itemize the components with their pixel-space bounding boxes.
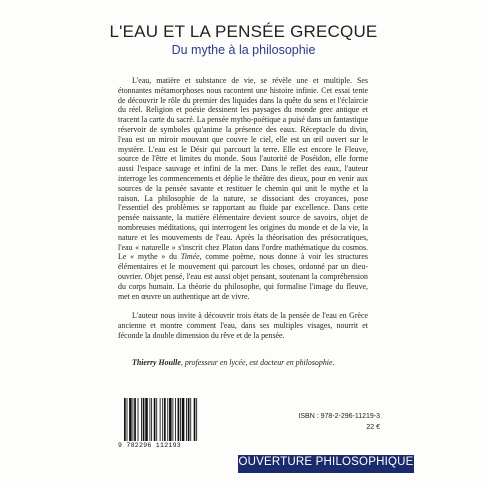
barcode: [122, 398, 222, 444]
price: 22 €: [366, 424, 380, 431]
isbn-block: [270, 411, 380, 433]
author-line: [132, 358, 372, 368]
isbn-number: ISBN : 978-2-296-11219-3: [298, 413, 380, 420]
author-role: , professeur en lycée, est docteur en philosophie.: [180, 358, 335, 367]
summary-paragraph: [118, 76, 368, 301]
summary-part-1: L'eau, matière et substance de vie, se révèle une et multiple. Ses étonnantes métamorphoses nous racontent une histoire infinie. Cet essai tente de découvrir le rôle du premier des liquides dans la quête du sens et l'éclaircie du réel. Religion et poésie dessinent les paysages du monde grec antique et tracent la carte du sacré. La pensée mytho-poétique a puisé dans un fantastique réservoir de symboles qu'anime la présence des eaux. Réceptacle du divin, l'eau est un miroir mouvant que couvre le ciel, elle est un œil ouvert sur le mystère. L'eau est le Désir qui parcourt la terre. Elle est encore le Fleuve, source de l'être et limites du monde. Sous l'autorité de Poséidon, elle forme aussi l'espace sauvage et infini de la mer. Dans le reflet des eaux, l'auteur interroge les commencements et déplie le théâtre des dieux, pour en venir aux sources de la pensée savante et restituer le chemin qui unit le mythe et la raison. La philosophie de la nature, se dissociant des croyances, pose l'essentiel des problèmes se rapportant au fluide par excellence. Dans cette pensée naissante, la matière élémentaire devient source de savoirs, objet de nombreuses méditations, qui interrogent les origines du monde et de la vie, la nature et les mouvements de l'eau. Après la théorisation des présocratiques, l'eau « naturelle » s'inscrit chez Platon dans l'ordre mathématique du cosmos. Le « mythe » du: [118, 76, 368, 262]
book-title: L'EAU ET LA PENSÉE GRECQUE: [109, 22, 378, 41]
summary-text: [118, 76, 368, 301]
intro-text: [118, 311, 368, 340]
author-name: Thierry Houlle: [132, 358, 181, 367]
collection-name: OUVERTURE PHILOSOPHIQUE: [238, 456, 414, 468]
intro-paragraph: L'auteur nous invite à découvrir trois états de la pensée de l'eau en Grèce ancienne et montre comment l'eau, dans ses multiples visages, nourrit et féconde la double dimension du rêve et de la pensée.: [118, 311, 368, 340]
summary-part-2: , comme poème, nous donne à voir les structures élémentaires et le mouvement qui parcourt les choses, ordonné par un dieu-ouvrier. Objet pensé, l'eau est aussi objet pensant, soutenant la compréhension du corps humain. La théorie du philosophe, qui formalise l'image du fleuve, met en œuvre un authentique art de vivre.: [118, 252, 368, 301]
barcode-digits: 9 782296 112193: [118, 442, 182, 449]
summary-timee: Timée: [180, 252, 200, 262]
book-subtitle: Du mythe à la philosophie: [171, 43, 316, 57]
